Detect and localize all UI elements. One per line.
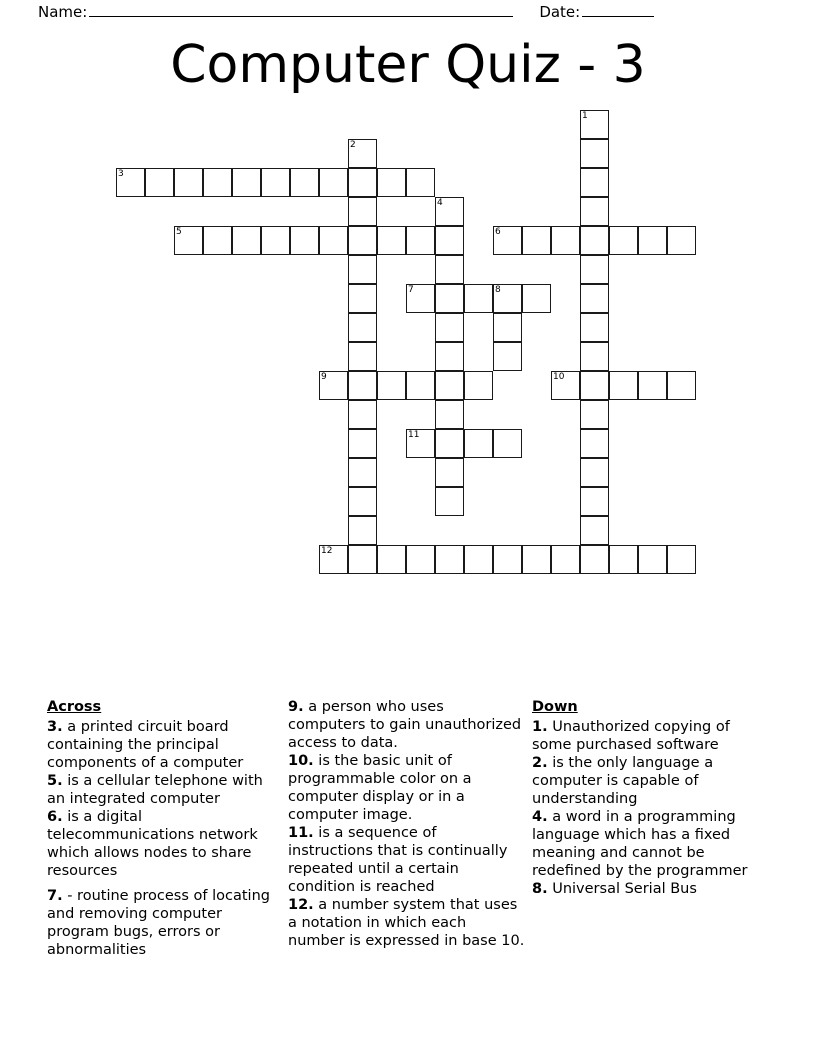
crossword-cell[interactable]	[261, 226, 290, 255]
crossword-cell[interactable]	[580, 400, 609, 429]
clue-across-7[interactable]	[47, 887, 283, 959]
crossword-cell[interactable]	[348, 429, 377, 458]
crossword-cell[interactable]	[638, 371, 667, 400]
crossword-cell[interactable]	[580, 371, 609, 400]
crossword-cell[interactable]	[261, 168, 290, 197]
crossword-cell[interactable]	[406, 371, 435, 400]
clue-down-4[interactable]	[532, 808, 764, 880]
page-title: Computer Quiz - 3	[170, 35, 646, 95]
crossword-cell[interactable]	[319, 371, 348, 400]
clues-column-across-left	[47, 698, 283, 959]
crossword-cell[interactable]	[638, 226, 667, 255]
clue-down-2[interactable]	[532, 754, 764, 808]
crossword-cell[interactable]	[203, 168, 232, 197]
clue-text: a number system that uses a notation in which each number is expressed in base 10.	[288, 897, 525, 949]
crossword-cell[interactable]	[667, 371, 696, 400]
crossword-cell[interactable]	[435, 458, 464, 487]
clue-number: 6.	[47, 809, 63, 825]
crossword-cell[interactable]	[638, 545, 667, 574]
crossword-cell[interactable]	[609, 226, 638, 255]
crossword-cell[interactable]	[580, 516, 609, 545]
clues-column-across-right	[288, 698, 525, 950]
crossword-cell[interactable]	[580, 255, 609, 284]
clue-text: Unauthorized copying of some purchased software	[532, 719, 730, 753]
clue-down-8[interactable]	[532, 880, 764, 898]
clue-number: 5.	[47, 773, 63, 789]
clue-across-11[interactable]	[288, 824, 525, 896]
crossword-cell[interactable]	[319, 168, 348, 197]
clue-number: 1.	[532, 719, 548, 735]
clue-across-12[interactable]	[288, 896, 525, 950]
crossword-cell[interactable]	[377, 371, 406, 400]
crossword-cell[interactable]	[435, 429, 464, 458]
crossword-cell[interactable]	[377, 168, 406, 197]
crossword-cell[interactable]	[232, 168, 261, 197]
crossword-cell[interactable]	[435, 545, 464, 574]
clue-number: 8.	[532, 881, 548, 897]
clue-number: 2.	[532, 755, 548, 771]
crossword-cell[interactable]	[348, 400, 377, 429]
crossword-cell[interactable]	[145, 168, 174, 197]
crossword-cell[interactable]	[522, 545, 551, 574]
clue-number: 9.	[288, 699, 304, 715]
crossword-cell[interactable]	[348, 313, 377, 342]
crossword-cell[interactable]	[377, 226, 406, 255]
crossword-cell[interactable]	[580, 458, 609, 487]
crossword-cell[interactable]	[319, 226, 348, 255]
crossword-cell[interactable]	[406, 429, 435, 458]
crossword-cell-number: 10	[553, 372, 565, 382]
crossword-cell[interactable]	[348, 458, 377, 487]
crossword-cell[interactable]	[203, 226, 232, 255]
crossword-cell[interactable]	[464, 371, 493, 400]
crossword-cell[interactable]	[464, 429, 493, 458]
clue-text: a word in a programming language which has a fixed meaning and cannot be redefined by the programmer	[532, 809, 748, 879]
crossword-cell[interactable]	[348, 371, 377, 400]
crossword-cell[interactable]	[348, 226, 377, 255]
clue-spacer	[47, 880, 283, 887]
crossword-cell-number: 9	[321, 372, 327, 382]
crossword-cell-number: 3	[118, 169, 124, 179]
crossword-cell[interactable]	[493, 545, 522, 574]
crossword-cell[interactable]	[348, 168, 377, 197]
clue-across-9[interactable]	[288, 698, 525, 752]
clue-number: 10.	[288, 753, 314, 769]
clue-across-5[interactable]	[47, 772, 283, 808]
clue-text: is a cellular telephone with an integrated computer	[47, 773, 263, 807]
clue-across-10[interactable]	[288, 752, 525, 824]
crossword-cell[interactable]	[319, 545, 348, 574]
crossword-cell[interactable]	[348, 545, 377, 574]
crossword-cell[interactable]	[551, 371, 580, 400]
clues-column-down	[532, 698, 764, 898]
clue-text: Universal Serial Bus	[547, 881, 697, 897]
crossword-cell[interactable]	[609, 371, 638, 400]
crossword-cell[interactable]	[290, 226, 319, 255]
crossword-cell[interactable]	[348, 139, 377, 168]
crossword-cell[interactable]	[348, 197, 377, 226]
crossword-cell[interactable]	[435, 197, 464, 226]
crossword-cell[interactable]	[406, 545, 435, 574]
crossword-cell[interactable]	[406, 226, 435, 255]
crossword-cell[interactable]	[174, 226, 203, 255]
crossword-cell[interactable]	[580, 110, 609, 139]
name-label: Name:	[38, 3, 88, 21]
clue-text: a person who uses computers to gain unauthorized access to data.	[288, 699, 522, 751]
crossword-cell-number: 8	[495, 285, 501, 295]
crossword-cell[interactable]	[435, 226, 464, 255]
crossword-cell-number: 7	[408, 285, 414, 295]
crossword-cell[interactable]	[406, 284, 435, 313]
crossword-cell-number: 12	[321, 546, 333, 556]
crossword-cell-number: 1	[582, 111, 588, 121]
crossword-cell[interactable]	[348, 487, 377, 516]
crossword-cell[interactable]	[435, 371, 464, 400]
crossword-cell[interactable]	[580, 487, 609, 516]
crossword-cell[interactable]	[609, 545, 638, 574]
crossword-cell[interactable]	[116, 168, 145, 197]
crossword-cell[interactable]	[580, 168, 609, 197]
crossword-cell[interactable]	[435, 255, 464, 284]
clue-number: 12.	[288, 897, 314, 913]
crossword-cell[interactable]	[348, 516, 377, 545]
clue-text: is the basic unit of programmable color on a computer display or in a computer image.	[288, 753, 472, 823]
clue-text: is a digital telecommunications network which allows nodes to share resources	[47, 809, 258, 879]
across-heading: Across	[47, 699, 102, 715]
date-label: Date:	[539, 3, 581, 21]
crossword-cell[interactable]	[435, 284, 464, 313]
crossword-cell[interactable]	[464, 284, 493, 313]
crossword-cell[interactable]	[580, 139, 609, 168]
clue-text: is the only language a computer is capable of understanding	[532, 755, 714, 807]
clue-number: 7.	[47, 888, 63, 904]
crossword-cell[interactable]	[522, 284, 551, 313]
crossword-cell[interactable]	[551, 545, 580, 574]
crossword-cell[interactable]	[493, 429, 522, 458]
crossword-cell[interactable]	[580, 197, 609, 226]
crossword-cell[interactable]	[290, 168, 319, 197]
crossword-cell-number: 5	[176, 227, 182, 237]
crossword-cell[interactable]	[580, 342, 609, 371]
crossword-cell-number: 11	[408, 430, 420, 440]
crossword-cell[interactable]	[580, 545, 609, 574]
crossword-cell[interactable]	[580, 284, 609, 313]
clue-number: 3.	[47, 719, 63, 735]
crossword-cell[interactable]	[667, 545, 696, 574]
crossword-cell[interactable]	[464, 545, 493, 574]
crossword-cell-number: 6	[495, 227, 501, 237]
crossword-cell[interactable]	[348, 342, 377, 371]
down-heading: Down	[532, 699, 578, 715]
crossword-cell[interactable]	[377, 545, 406, 574]
crossword-cell[interactable]	[435, 487, 464, 516]
crossword-cell[interactable]	[551, 226, 580, 255]
clue-number: 11.	[288, 825, 314, 841]
clue-text: is a sequence of instructions that is continually repeated until a certain condition is reached	[288, 825, 508, 895]
crossword-cell[interactable]	[667, 226, 696, 255]
crossword-cell[interactable]	[348, 284, 377, 313]
clue-text: - routine process of locating and removing computer program bugs, errors or abnormalities	[47, 888, 270, 958]
clue-number: 4.	[532, 809, 548, 825]
crossword-cell-number: 2	[350, 140, 356, 150]
crossword-cell[interactable]	[348, 255, 377, 284]
crossword-cell[interactable]	[493, 226, 522, 255]
clue-down-1[interactable]	[532, 718, 764, 754]
crossword-cell[interactable]	[435, 342, 464, 371]
crossword-cell-number: 4	[437, 198, 443, 208]
clue-across-6[interactable]	[47, 808, 283, 880]
crossword-cell[interactable]	[493, 342, 522, 371]
crossword-cell[interactable]	[580, 313, 609, 342]
crossword-cell[interactable]	[493, 313, 522, 342]
clues-section	[0, 698, 816, 958]
crossword-cell[interactable]	[580, 226, 609, 255]
crossword-cell[interactable]	[232, 226, 261, 255]
crossword-cell[interactable]	[580, 429, 609, 458]
crossword-cell[interactable]	[406, 168, 435, 197]
crossword-cell[interactable]	[435, 400, 464, 429]
crossword-cell[interactable]	[493, 284, 522, 313]
crossword-cell[interactable]	[435, 313, 464, 342]
crossword-cell[interactable]	[174, 168, 203, 197]
clue-across-3[interactable]	[47, 718, 283, 772]
clue-text: a printed circuit board containing the principal components of a computer	[47, 719, 244, 771]
crossword-cell[interactable]	[522, 226, 551, 255]
